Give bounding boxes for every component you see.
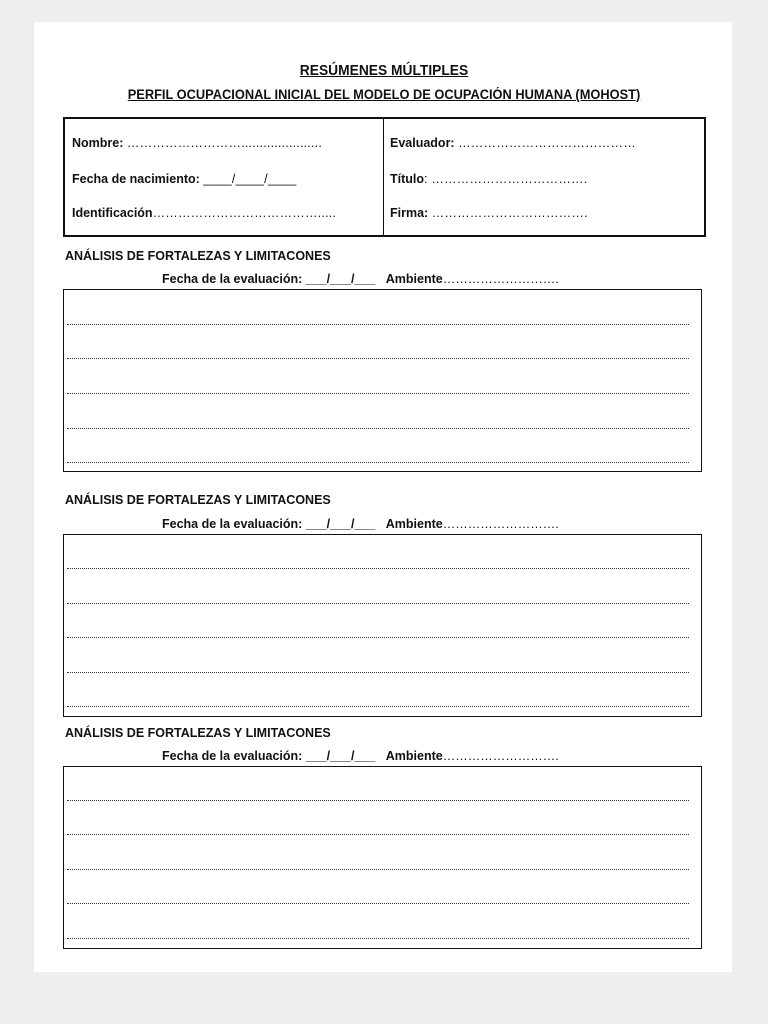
- nombre-field[interactable]: [72, 136, 322, 150]
- notes-line[interactable]: [67, 903, 689, 904]
- fecha-nacimiento-label: Fecha de nacimiento:: [72, 172, 200, 186]
- notes-line[interactable]: [67, 834, 689, 835]
- section-1-meta: [162, 272, 559, 286]
- section-3-ambiente-label: Ambiente: [385, 749, 443, 763]
- notes-line[interactable]: [67, 800, 689, 801]
- notes-line[interactable]: [67, 393, 689, 394]
- notes-line[interactable]: [67, 324, 689, 325]
- notes-line[interactable]: [67, 603, 689, 604]
- identificacion-label: Identificación: [72, 206, 153, 220]
- notes-line[interactable]: [67, 568, 689, 569]
- evaluador-blank[interactable]: ……………………………………: [458, 136, 636, 150]
- firma-field[interactable]: [390, 206, 588, 220]
- section-3-meta: [162, 749, 559, 763]
- identification-box: [63, 117, 706, 237]
- nombre-blank[interactable]: ………………………......................: [126, 136, 322, 150]
- nombre-label: Nombre:: [72, 136, 124, 150]
- section-2-title: ANÁLISIS DE FORTALEZAS Y LIMITACONES: [65, 493, 331, 507]
- section-2-fecha-label[interactable]: Fecha de la evaluación: ___/___/___: [162, 517, 376, 531]
- titulo-label: Título: [390, 172, 425, 186]
- notes-line[interactable]: [67, 672, 689, 673]
- evaluador-field[interactable]: [390, 136, 636, 150]
- titulo-blank[interactable]: : ……………………………….: [424, 172, 588, 186]
- evaluador-label: Evaluador:: [390, 136, 455, 150]
- section-3-ambiente-blank[interactable]: ……………………….: [442, 749, 559, 763]
- section-3-fecha-label[interactable]: Fecha de la evaluación: ___/___/___: [162, 749, 376, 763]
- notes-line[interactable]: [67, 428, 689, 429]
- section-3-notes-box[interactable]: [63, 766, 702, 949]
- identification-divider: [383, 119, 384, 235]
- identificacion-field[interactable]: [72, 206, 336, 220]
- notes-line[interactable]: [67, 869, 689, 870]
- section-1-fecha-label[interactable]: Fecha de la evaluación: ___/___/___: [162, 272, 376, 286]
- notes-line[interactable]: [67, 637, 689, 638]
- document-subtitle: PERFIL OCUPACIONAL INICIAL DEL MODELO DE OCUPACIÓN HUMANA (MOHOST): [127, 87, 641, 102]
- fecha-nacimiento-field[interactable]: [72, 172, 296, 186]
- section-1-title: ANÁLISIS DE FORTALEZAS Y LIMITACONES: [65, 249, 331, 263]
- firma-blank[interactable]: ……………………………….: [431, 206, 588, 220]
- identificacion-blank[interactable]: ………………………………….....: [152, 206, 337, 220]
- section-1-ambiente-label: Ambiente: [385, 272, 443, 286]
- fecha-nacimiento-blank[interactable]: ____/____/____: [203, 172, 297, 186]
- notes-line[interactable]: [67, 706, 689, 707]
- notes-line[interactable]: [67, 462, 689, 463]
- firma-label: Firma:: [390, 206, 429, 220]
- notes-line[interactable]: [67, 938, 689, 939]
- section-1-ambiente-blank[interactable]: ……………………….: [442, 272, 559, 286]
- section-2-ambiente-label: Ambiente: [385, 517, 443, 531]
- section-2-ambiente-blank[interactable]: ……………………….: [442, 517, 559, 531]
- notes-line[interactable]: [67, 358, 689, 359]
- section-1-notes-box[interactable]: [63, 289, 702, 472]
- document-title: RESÚMENES MÚLTIPLES: [299, 62, 469, 79]
- section-2-notes-box[interactable]: [63, 534, 702, 717]
- titulo-field[interactable]: [390, 172, 587, 186]
- section-2-meta: [162, 517, 559, 531]
- section-3-title: ANÁLISIS DE FORTALEZAS Y LIMITACONES: [65, 726, 331, 740]
